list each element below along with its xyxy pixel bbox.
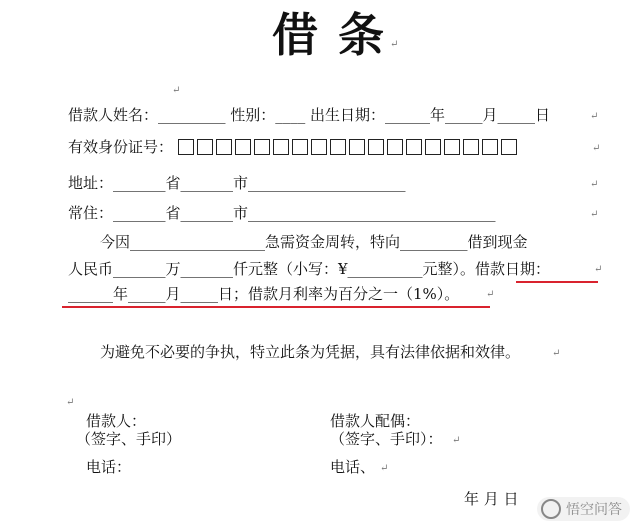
paragraph-mark: ↵ [172, 85, 181, 96]
id-number-label: 有效身份证号： [68, 138, 174, 156]
paragraph-mark: ↵ [552, 348, 561, 359]
spouse-label: 借款人配偶： [330, 412, 421, 430]
borrower-info-line: 借款人姓名：_________ 性别：____ 出生日期：______年_____月_____日 [68, 106, 551, 124]
spouse-sign-note: （签字、手印）： [330, 430, 443, 448]
date-line: 年 月 日 [464, 490, 519, 508]
id-digit-box [216, 139, 232, 155]
id-digit-box [425, 139, 441, 155]
borrower-phone-label: 电话： [86, 458, 132, 476]
paragraph-mark: ↵ [66, 397, 75, 408]
paragraph-mark: ↵ [452, 435, 461, 446]
id-digit-box [463, 139, 479, 155]
id-digit-box [349, 139, 365, 155]
spouse-phone-label: 电话、 [330, 458, 376, 476]
paragraph-mark: ↵ [590, 111, 599, 122]
highlight-underline [516, 281, 598, 283]
address-line: 地址：_______省_______市_____________________ [68, 174, 406, 192]
watermark [537, 497, 630, 521]
paragraph-mark: ↵ [590, 209, 599, 220]
watermark-text: 悟空问答 [566, 502, 622, 518]
camera-circle-icon [541, 499, 561, 519]
legal-clause: 为避免不必要的争执，特立此条为凭据，具有法律依据和效律。 [100, 343, 521, 361]
paragraph-mark: ↵ [594, 264, 603, 275]
id-digit-box [235, 139, 251, 155]
id-digit-box [178, 139, 194, 155]
id-digit-box [406, 139, 422, 155]
borrower-label: 借款人： [86, 412, 147, 430]
body-line-2: 人民币_______万_______仟元整（小写：¥__________元整）。借款日期： [68, 260, 551, 278]
borrower-sign-note: （签字、手印） [76, 430, 182, 448]
id-digit-box [368, 139, 384, 155]
highlight-underline [62, 306, 490, 308]
paragraph-mark: ↵ [486, 289, 495, 300]
document-title: 借 条 [272, 8, 387, 62]
id-digit-box [197, 139, 213, 155]
id-digit-box [330, 139, 346, 155]
body-line-3: ______年_____月_____日；借款月利率为百分之一（1%）。 [68, 285, 460, 303]
residence-line: 常住：_______省_______市_________________________________ [68, 204, 496, 222]
id-digit-box [311, 139, 327, 155]
body-line-1: 今因__________________急需资金周转，特向_________借到现金 [100, 233, 528, 251]
id-digit-box [292, 139, 308, 155]
paragraph-mark: ↵ [390, 39, 399, 50]
id-digit-box [273, 139, 289, 155]
paragraph-mark: ↵ [592, 143, 601, 154]
id-digit-box [387, 139, 403, 155]
paragraph-mark: ↵ [380, 463, 389, 474]
id-digit-box [501, 139, 517, 155]
paragraph-mark: ↵ [590, 179, 599, 190]
id-number-boxes [178, 139, 520, 155]
id-digit-box [254, 139, 270, 155]
id-digit-box [482, 139, 498, 155]
id-digit-box [444, 139, 460, 155]
